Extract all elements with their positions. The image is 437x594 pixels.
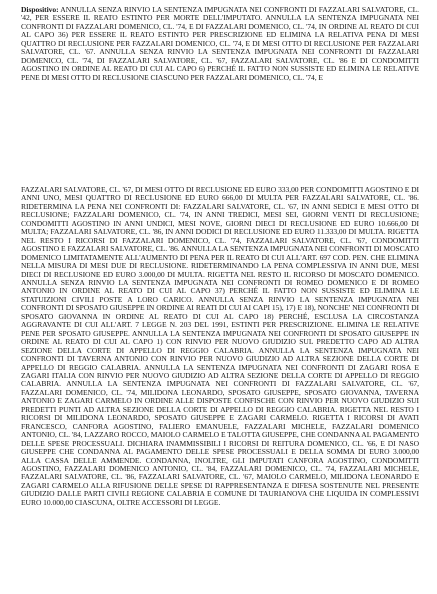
dispositivo-label: Dispositivo: xyxy=(21,5,59,14)
dispositivo-paragraph-top xyxy=(21,6,419,82)
dispositivo-paragraph-main: FAZZALARI SALVATORE, CL. '67, DI MESI OTTO DI RECLUSIONE ED EURO 333,00 PER CONDOMITTI AGOSTINO E DI ANNI UNO, MESI QUATTRO DI RECLUSIONE ED EURO 666,00 DI MULTA PER FAZZALARI SALVATORE, CL. '86. RIDETERMINA LA PENA NEI CONFRONTI DI: FAZZALARI SALVATORE, CL. '67, IN ANNI SEDICI E MESI OTTO DI RECLUSIONE; FAZZALARI DOMENICO, CL. '74, IN ANNI TREDICI, MESI SEI, GIORNI VENTI DI RECLUSIONE; CONDOMITTI AGOSTINO IN ANNI UNDICI, MESI NOVE, GIORNI DIECI DI RECLUSIONE ED EURO 10.666,00 DI MULTA; FAZZALARI SALVATORE, CL. '86, IN ANNI DODICI DI RECLUSIONE ED EURO 11.333,00 DI MULTA. RIGETTA NEL RESTO I RICORSI DI FAZZALARI DOMENICO, CL. '74, FAZZALARI SALVATORE, CL. '67, CONDOMITTI AGOSTINO E FAZZALARI SALVATORE, CL. '86. ANNULLA LA SENTENZA IMPUGNATA NEI CONFRONTI DI MOSCATO DOMENICO LIMITATAMENTE ALL'AUMENTO DI PENA PER IL REATO DI CUI ALL'ART. 697 COD. PEN. CHE ELIMINA NELLA MISURA DI MESI DUE DI RECLUSIONE. RIDETERMINANDO LA PENA COMPLESSIVA IN ANNI DUE, MESI DIECI DI RECLUSIONE ED EURO 3.000,00 DI MULTA. RIGETTA NEL RESTO IL RICORSO DI MOSCATO DOMENICO. ANNULLA SENZA RINVIO LA SENTENZA IMPUGNATA NEI CONFRONTI DI ROMEO DOMENICO E DI ROMEO ANTONIO IN ORDINE AL REATO DI CUI AL CAPO 37) PERCHÉ IL FATTO NON SUSSISTE ED ELIMINA LE STATUIZIONI CIVILI POSTE A LORO CARICO. ANNULLA SENZA RINVIO LA SENTENZA IMPUGNATA NEI CONFRONTI DI SPOSATO GIUSEPPE IN ORDINE AI REATI DI CUI AI CAPI 15), 17) E 18), NONCHE' NEI CONFRONTI DI SPOSATO GIOVANNA IN ORDINE AL REATO DI CUI AL CAPO 18) PERCHÉ, ESCLUSA LA CIRCOSTANZA AGGRAVANTE DI CUI ALL'ART. 7 LEGGE N. 203 DEL 1991, ESTINTI PER PRESCRIZIONE. ELIMINA LE RELATIVE PENE PER SPOSATO GIUSEPPE. ANNULLA LA SENTENZA IMPUGNATA NEI CONFRONTI DI SPOSATO GIUSEPPE IN ORDINE AL REATO DI CUI AL CAPO 1) CON RINVIO PER NUOVO GIUDIZIO SUL PREDETTO CAPO AD ALTRA SEZIONE DELLA CORTE DI APPELLO DI REGGIO CALABRIA. ANNULLA LA SENTENZA IMPUGNATA NEI CONFRONTI DI TAVERNA ANTONIO CON RINVIO PER NUOVO GIUDIZIO AD ALTRA SEZIONE DELLA CORTE DI APPELLO DI REGGIO CALABRIA. ANNULLA LA SENTENZA IMPUGNATA NEI CONFRONTI DI ZAGARI ROSA E ZAGARI ITALIA CON RINVIO PER NUOVO GIUDIZIO AD ALTRA SEZIONE DELLA CORTE DI APPELLO DI REGGIO CALABRIA. ANNULLA LA SENTENZA IMPUGNATA NEI CONFRONTI DI FAZZALARI SALVATORE, CL. '67, FAZZALARI DOMENICO, CL. '74, MILIDONA LEONARDO, SPOSATO GIUSEPPE, SPOSATO GIOVANNA, TAVERNA ANTONIO E ZAGARI CARMELO IN ORDINE ALLE DISPOSTE CONFISCHE CON RINVIO PER NUOVO GIUDIZIO SUI PREDETTI PUNTI AD ALTRA SEZIONE DELLA CORTE DI APPELLO DI REGGIO CALABRIA. RIGETTA NEL RESTO I RICORSI DI MILIDONA LEONARDO, SPOSATO GIUSEPPE E ZAGARI CARMELO. RIGETTA I RICORSI DI AVATI FRANCESCO, CANFORA AGOSTINO, FALIERO EMANUELE, FAZZALARI MICHELE, FAZZALARI DOMENICO ANTONIO, CL. '84, LAZZARO ROCCO, MAIOLO CARMELO E TALOTTA GIUSEPPE, CHE CONDANNA AL PAGAMENTO DELLE SPESE PROCESSUALI. DICHIARA INAMMISSIBILI I RICORSI DI REITURA DOMENICO, CL. '66, E DI NASO GIUSEPPE CHE CONDANNA AL PAGAMENTO DELLE SPESE PROCESSUALI E DELLA SOMMA DI EURO 3.000,00 ALLA CASSA DELLE AMMENDE. CONDANNA, INOLTRE, GLI IMPUTATI CANFORA AGOSTINO, CONDOMITTI AGOSTINO, FAZZALARI DOMENICO ANTONIO, CL. '84, FAZZALARI DOMENICO, CL. '74, FAZZALARI MICHELE, FAZZALARI SALVATORE, CL. '86, FAZZALARI SALVATORE, CL. '67, MAIOLO CARMELO, MILIDONA LEONARDO E ZAGARI CARMELO ALLA RIFUSIONE DELLE SPESE DI RAPPRESENTANZA E DIFESA SOSTENUTE NEL PRESENTE GIUDIZIO DALLE PARTI CIVILI REGIONE CALABRIA E COMUNE DI TAURIANOVA CHE LIQUIDA IN COMPLESSIVI EURO 10.000,00 CIASCUNA, OLTRE ACCESSORI DI LEGGE. xyxy=(21,185,419,507)
dispositivo-text-top: ANNULLA SENZA RINVIO LA SENTENZA IMPUGNATA NEI CONFRONTI DI FAZZALARI SALVATORE, CL. '42, PER ESSERE IL REATO ESTINTO PER MORTE DELL'IMPUTATO. ANNULLA LA SENTENZA IMPUGNATA NEI CONFRONTI DI FAZZALARI DOMENICO, CL. '74, E DI FAZZALARI DOMENICO, CL. '74, IN ORDINE AL REATO DI CUI AL CAPO 36) PER ESSERE IL REATO ESTINTO PER PRESCRIZIONE ED ELIMINA LA RELATIVA PENA DI MESI QUATTRO DI RECLUSIONE PER FAZZALARI DOMENICO, CL. '74, E DI MESI OTTO DI RECLUSIONE PER FAZZALARI SALVATORE, CL. '67. ANNULLA SENZA RINVIO LA SENTENZA IMPUGNATA NEI CONFRONTI DI FAZZALARI DOMENICO, CL. '74, DI FAZZALARI SALVATORE, CL. '67, FAZZALARI SALVATORE, CL. '86 E DI CONDOMITTI AGOSTINO IN ORDINE AL REATO DI CUI AL CAPO 6) PERCHÉ IL FATTO NON SUSSISTE ED ELIMINA LE RELATIVE PENE DI MESI OTTO DI RECLUSIONE CIASCUNO PER FAZZALARI DOMENICO, CL. '74, E xyxy=(21,5,419,82)
